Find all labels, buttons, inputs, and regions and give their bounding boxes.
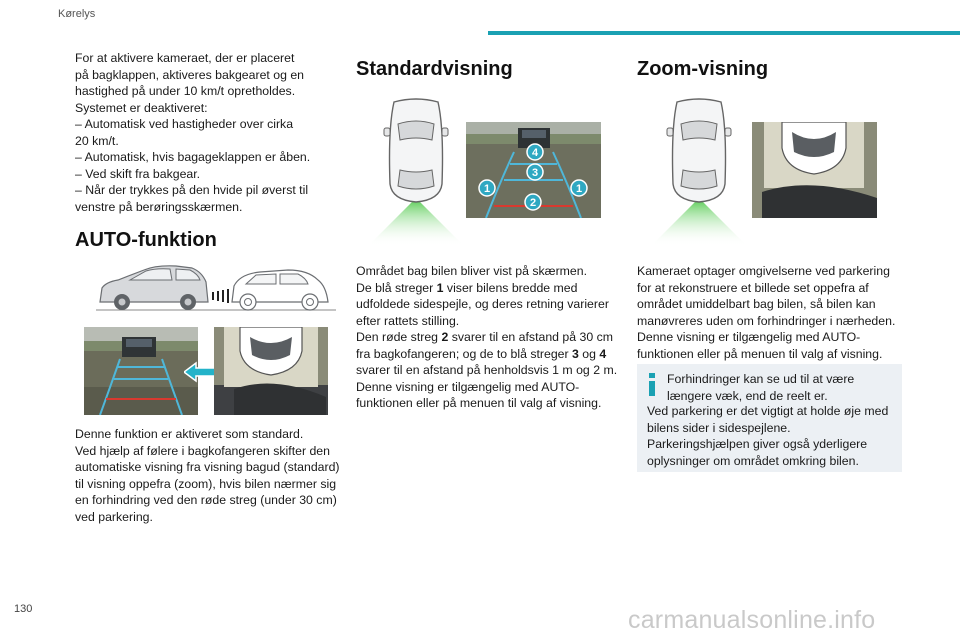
intro-text: For at aktivere kameraet, der er placeret på bagklappen, aktiveres bakgearet og en hastighed på under 10 km/t opretholdes. Systemet er deaktiveret: – Automatisk ved hastigheder over cirka 20 km/t. – Automatisk, hvis bagageklappen er åben. – Ved skift fra bakgear. – Når der trykkes på den hvide pil øverst til venstre på berøringsskærmen.	[75, 51, 311, 214]
svg-text:4: 4	[531, 147, 539, 159]
zoom-description: Kameraet optager omgivelserne ved parkering for at rekonstruere et billede set oppefra af området umiddelbart bag bilen, så bilen kan manøvreres uden om forhindringer i nærheden. Denne visning er tilgængelig med AUTO- funktionen eller på menuen til valg af visning.	[637, 264, 896, 361]
info-lead-text: Forhindringer kan se ud til at være længere væk, end de reelt er.	[667, 372, 855, 403]
zoom-car-topview	[651, 98, 747, 246]
info-box	[637, 364, 902, 472]
marker-1-left	[479, 180, 495, 196]
watermark: carmanualsonline.info	[628, 606, 876, 634]
section-label: Kørelys	[58, 8, 96, 20]
header-accent-bar	[488, 31, 960, 35]
marker-2	[525, 194, 541, 210]
standard-description: Området bag bilen bliver vist på skærmen. De blå streger 1 viser bilens bredde med udfoldede sidespejle, og deres retning varierer efter rattets stilling. Den røde streg 2 svarer til en afstand på 30 cm fra bagkofangeren; og de to blå streger 3 og 4 svarer til en afstand på henholdsvis 1 m og 2 m. Denne visning er tilgængelig med AUTO- funktionen eller på menuen til valg af visning.	[356, 264, 618, 410]
auto-standard-camera-image	[84, 327, 198, 415]
standard-camera-image	[466, 122, 601, 218]
auto-cars-illustration	[96, 262, 336, 312]
standard-markers	[466, 122, 601, 218]
svg-text:1: 1	[575, 183, 583, 195]
standard-heading: Standardvisning	[356, 58, 513, 80]
marker-3	[527, 164, 543, 180]
column-left	[75, 50, 337, 215]
svg-text:1: 1	[483, 183, 491, 195]
standard-car-topview	[368, 98, 464, 246]
auto-description: Denne funktion er aktiveret som standard. Ved hjælp af følere i bagkofangeren skifter den automatiske visning fra visning bagud (standard) til visning oppefra (zoom), hvis bilen nærmer sig en forhindring ved den røde streg (under 30 cm) ved parkering.	[75, 427, 340, 524]
info-icon	[649, 373, 655, 395]
marker-4	[527, 144, 543, 160]
page-number: 130	[14, 603, 33, 615]
marker-1-right	[571, 180, 587, 196]
zoom-camera-image	[752, 122, 877, 218]
svg-text:2: 2	[529, 197, 537, 209]
info-body-text: Ved parkering er det vigtigt at holde øje med bilens sider i sidespejlene. Parkeringshjælpen giver også yderligere oplysninger om området omkring bilen.	[647, 404, 889, 468]
zoom-heading: Zoom-visning	[637, 58, 769, 80]
svg-text:3: 3	[531, 167, 539, 179]
auto-heading: AUTO-funktion	[75, 229, 217, 251]
auto-zoom-camera-image	[214, 327, 328, 415]
